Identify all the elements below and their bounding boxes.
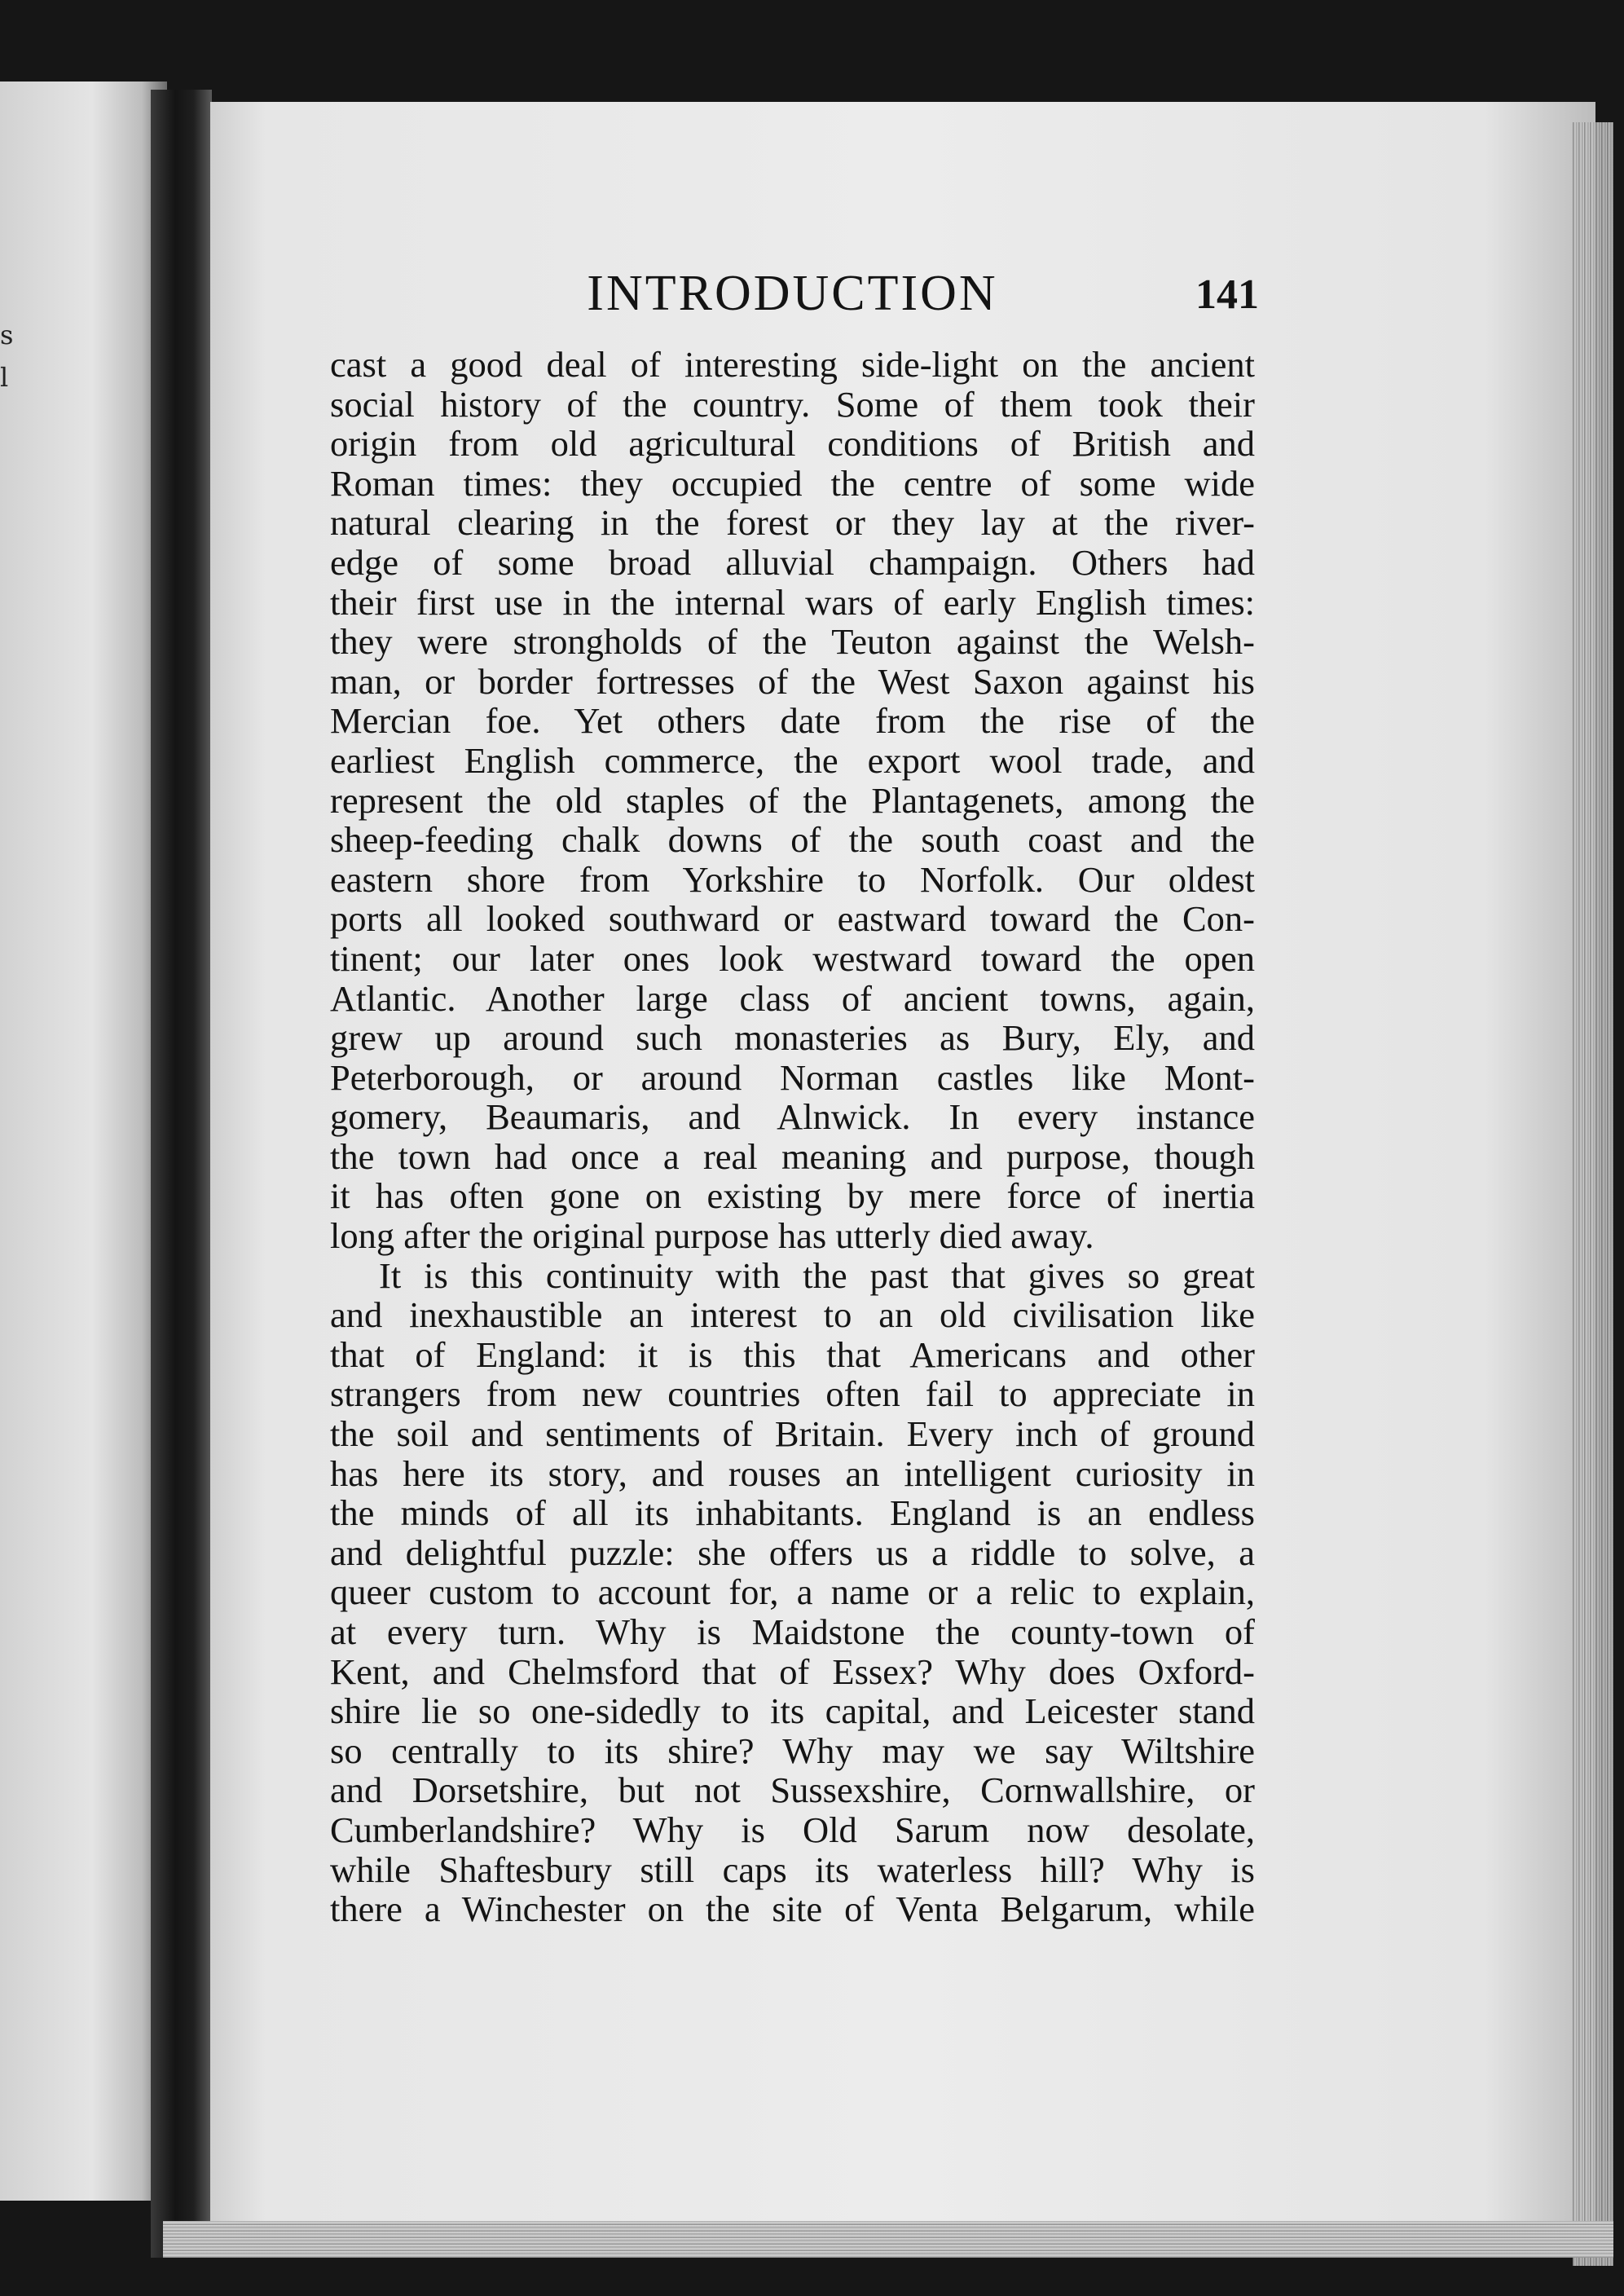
paragraph [330, 1256, 1255, 1929]
running-header [326, 261, 1259, 326]
text-line: at every turn. Why is Maidstone the county-town of [330, 1611, 1255, 1652]
left-page-margin-marks [0, 314, 13, 399]
margin-mark: s [0, 320, 14, 350]
text-line: shire lie so one-sidedly to its capital, and Leicester stand [330, 1690, 1255, 1732]
text-line: and delightful puzzle: she offers us a riddle to solve, a [330, 1531, 1255, 1573]
text-line: the town had once a real meaning and purpose, though [330, 1135, 1255, 1177]
margin-mark: l [0, 362, 9, 393]
text-line: Peterborough, or around Norman castles like Mont- [330, 1056, 1255, 1098]
text-line: the soil and sentiments of Britain. Every inch of ground [330, 1413, 1255, 1455]
running-title: INTRODUCTION [587, 266, 998, 321]
text-line: It is this continuity with the past that gives so great [379, 1254, 1255, 1296]
text-line: they were strongholds of the Teuton against the Welsh- [330, 621, 1255, 663]
text-line: natural clearing in the forest or they lay at the river- [330, 502, 1255, 544]
body-text [330, 345, 1255, 1929]
text-line: and inexhaustible an interest to an old civilisation like [330, 1294, 1255, 1336]
text-line: tinent; our later ones look westward toward the open [330, 937, 1255, 979]
text-line: and Dorsetshire, but not Sussexshire, Cornwallshire, or [330, 1769, 1255, 1811]
text-line: there a Winchester on the site of Venta Belgarum, while [330, 1888, 1255, 1930]
text-line: their first use in the internal wars of early English times: [330, 581, 1255, 623]
text-line: represent the old staples of the Plantagenets, among the [330, 779, 1255, 821]
text-line: sheep-feeding chalk downs of the south coast and the [330, 819, 1255, 861]
text-line: Roman times: they occupied the centre of some wide [330, 462, 1255, 504]
text-line: that of England: it is this that Americans and other [330, 1333, 1255, 1375]
book-gutter [151, 90, 212, 2258]
text-line: strangers from new countries often fail to appreciate in [330, 1373, 1255, 1415]
text-line: while Shaftesbury still caps its waterless hill? Why is [330, 1849, 1255, 1890]
text-line: long after the original purpose has utterly died away. [330, 1215, 1094, 1257]
page-number: 141 [1195, 271, 1259, 318]
text-line: Cumberlandshire? Why is Old Sarum now desolate, [330, 1809, 1255, 1850]
text-line: it has often gone on existing by mere force of inertia [330, 1175, 1255, 1217]
text-line: cast a good deal of interesting side-light on the ancient [330, 344, 1255, 385]
text-line: has here its story, and rouses an intelligent curiosity in [330, 1452, 1255, 1494]
page-stack-bottom-edge [163, 2221, 1613, 2258]
text-line: gomery, Beaumaris, and Alnwick. In every instance [330, 1096, 1255, 1138]
text-line: earliest English commerce, the export wool trade, and [330, 739, 1255, 781]
text-line: social history of the country. Some of them took their [330, 383, 1255, 425]
page-stack-right-edge [1573, 122, 1613, 2266]
text-line: Mercian foe. Yet others date from the rise of the [330, 700, 1255, 742]
text-line: Kent, and Chelmsford that of Essex? Why does Oxford- [330, 1650, 1255, 1692]
left-page-edge [0, 82, 167, 2201]
text-line: eastern shore from Yorkshire to Norfolk. Our oldest [330, 858, 1255, 900]
text-line: grew up around such monasteries as Bury, Ely, and [330, 1017, 1255, 1059]
text-line: Atlantic. Another large class of ancient towns, again, [330, 977, 1255, 1019]
text-line: so centrally to its shire? Why may we say Wiltshire [330, 1730, 1255, 1771]
text-line: man, or border fortresses of the West Saxon against his [330, 660, 1255, 702]
paragraph [330, 345, 1255, 1256]
text-line: queer custom to account for, a name or a relic to explain, [330, 1571, 1255, 1613]
text-line: edge of some broad alluvial champaign. Others had [330, 541, 1255, 583]
text-line: origin from old agricultural conditions of British and [330, 423, 1255, 465]
text-line: ports all looked southward or eastward toward the Con- [330, 898, 1255, 940]
text-line: the minds of all its inhabitants. England is an endless [330, 1492, 1255, 1534]
